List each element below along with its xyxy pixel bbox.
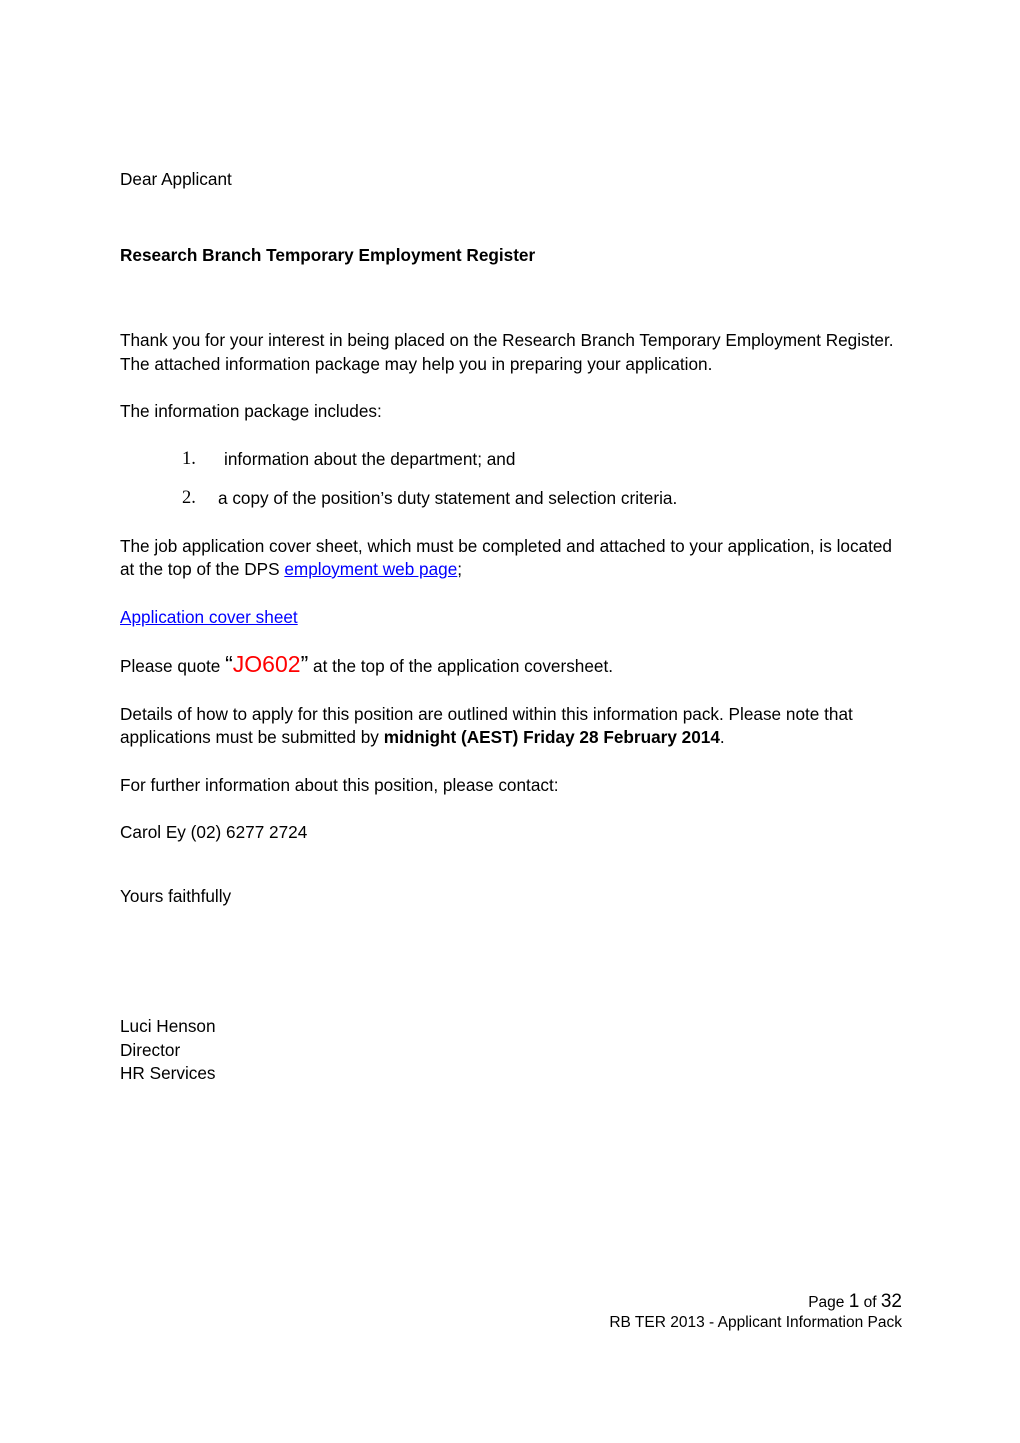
spacer <box>120 424 902 448</box>
page-of-label: of <box>859 1294 881 1311</box>
spacer <box>120 797 902 821</box>
spacer <box>120 750 902 774</box>
salutation: Dear Applicant <box>120 169 232 189</box>
deadline-paragraph <box>120 703 902 750</box>
quote-text-before: Please quote <box>120 656 226 676</box>
close-quote-mark: ” <box>300 651 309 677</box>
page-footer <box>120 1292 902 1333</box>
list-marker: 2. <box>182 488 196 508</box>
spacer <box>120 376 902 400</box>
package-intro-paragraph: The information package includes: <box>120 401 382 421</box>
deadline-text-after: . <box>719 727 725 747</box>
employment-web-page-link[interactable]: employment web page <box>284 559 458 579</box>
closing-salutation: Yours faithfully <box>120 885 232 906</box>
page-prefix-label: Page <box>808 1294 849 1311</box>
list-item <box>120 448 902 472</box>
cover-sheet-text-after: ; <box>457 559 463 579</box>
spacer <box>120 582 902 606</box>
application-cover-sheet-paragraph <box>120 606 902 630</box>
spacer <box>120 511 902 535</box>
list-item <box>120 487 902 511</box>
information-package-list <box>120 448 902 511</box>
letter-body <box>120 168 902 1086</box>
deadline-text-before: Details of how to apply for this position are outlined within this information pack. Please note that applications must be submitted by <box>120 703 853 747</box>
list-item-label: information about the department; and <box>224 448 516 469</box>
spacer <box>120 192 902 244</box>
page-number-line <box>120 1292 902 1313</box>
spacer <box>120 679 902 703</box>
open-quote-mark: “ <box>225 651 233 677</box>
intro-paragraph: Thank you for your interest in being placed on the Research Branch Temporary Employment Register. The attached information package may help you in preparing your application. <box>120 330 894 374</box>
list-marker: 1. <box>182 448 196 469</box>
job-code: JO602 <box>232 651 301 677</box>
cover-sheet-paragraph <box>120 535 902 582</box>
signatory-department: HR Services <box>120 1063 216 1083</box>
deadline-date: midnight (AEST) Friday 28 February 2014 <box>383 727 720 747</box>
application-cover-sheet-link[interactable]: Application cover sheet <box>120 606 298 627</box>
list-item-label: a copy of the position’s duty statement and selection criteria. <box>218 488 678 508</box>
page-title: Research Branch Temporary Employment Register <box>120 244 536 265</box>
current-page-number: 1 <box>848 1291 860 1312</box>
spacer <box>120 629 902 653</box>
contact-intro-paragraph: For further information about this position, please contact: <box>120 774 559 795</box>
quote-text-after: at the top of the application coversheet. <box>308 656 614 676</box>
signature-block <box>120 1015 902 1086</box>
signatory-name: Luci Henson <box>120 1016 216 1036</box>
document-reference: RB TER 2013 - Applicant Information Pack <box>609 1314 902 1331</box>
quote-job-code-paragraph <box>120 653 902 679</box>
spacer <box>120 267 902 329</box>
total-page-count: 32 <box>880 1291 902 1312</box>
spacer <box>120 845 902 885</box>
signatory-title: Director <box>120 1039 181 1060</box>
cover-sheet-text-before: The job application cover sheet, which must be completed and attached to your application, is located at the top of the DPS <box>120 535 892 579</box>
contact-details: Carol Ey (02) 6277 2724 <box>120 822 308 842</box>
signature-spacer <box>120 908 902 1015</box>
